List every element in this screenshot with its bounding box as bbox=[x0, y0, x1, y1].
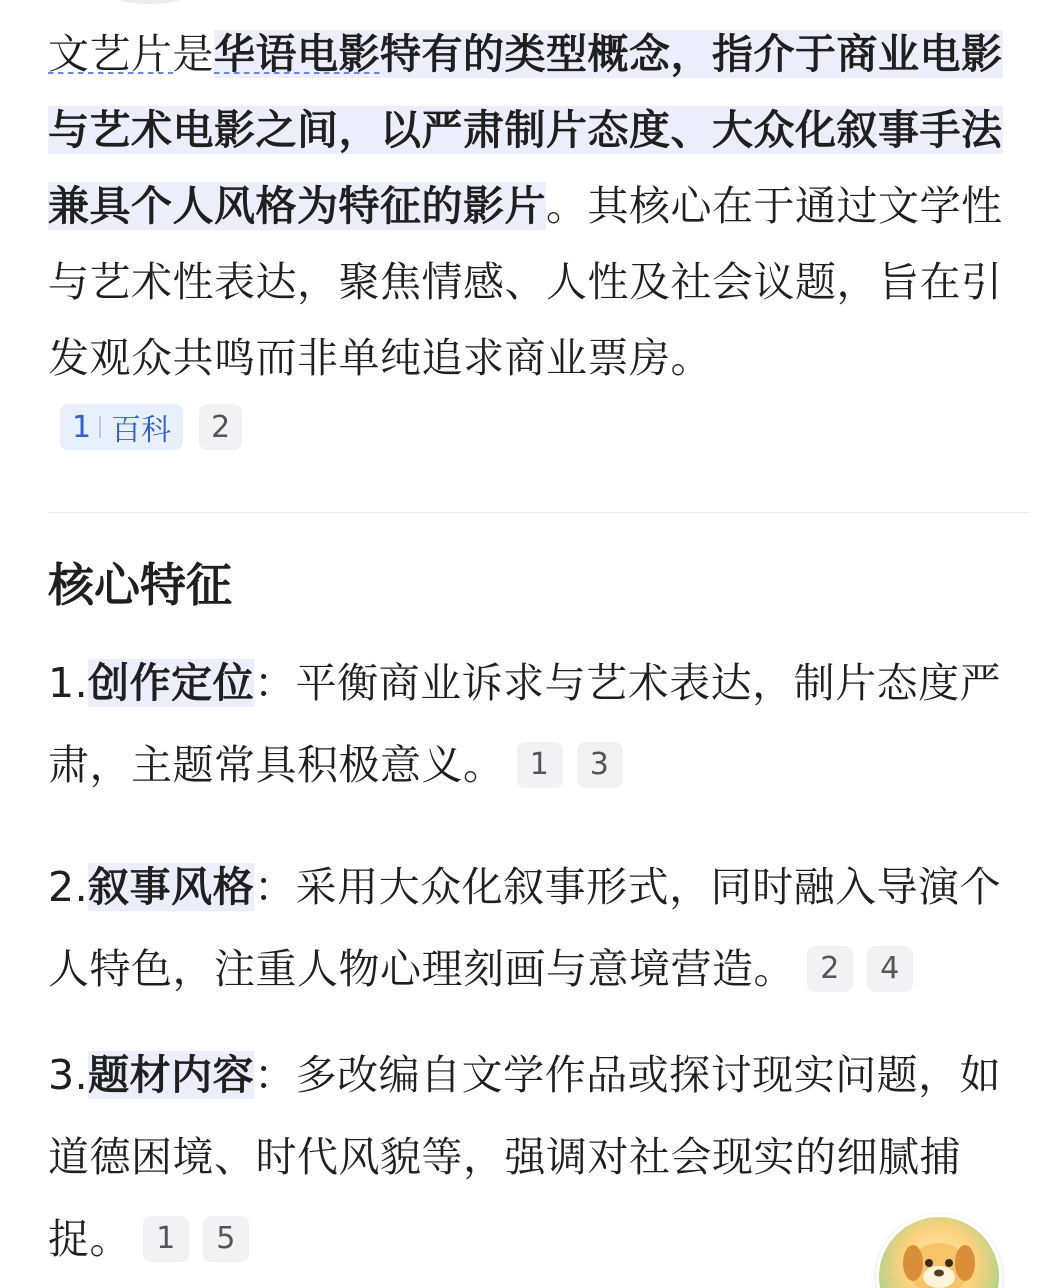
reference-chip[interactable]: 2 bbox=[807, 946, 853, 992]
reference-chip[interactable]: 1 bbox=[517, 742, 563, 788]
list-item-text: 平衡商业诉求与艺术表达，制片态度严肃，主题常具积极意义。 bbox=[48, 659, 1002, 789]
reference-number: 1 bbox=[72, 409, 92, 445]
list-item-term: 创作定位 bbox=[88, 659, 255, 707]
intro-connector: 是 bbox=[172, 30, 214, 78]
reference-chip[interactable]: 4 bbox=[867, 946, 913, 992]
chip-separator bbox=[99, 416, 101, 438]
answer-body bbox=[48, 16, 1018, 452]
intro-reference-row bbox=[48, 402, 1018, 452]
list-item-term: 叙事风格 bbox=[88, 863, 255, 911]
list-item-number: 2. bbox=[48, 863, 89, 911]
section-divider bbox=[48, 512, 1030, 513]
list-item-number: 3. bbox=[48, 1051, 89, 1099]
list-item bbox=[48, 846, 1023, 1010]
list-item bbox=[48, 1034, 1023, 1280]
reference-source-label: 百科 bbox=[111, 413, 172, 448]
reference-chip-2[interactable]: 2 bbox=[199, 404, 242, 450]
reference-chip[interactable]: 1 bbox=[143, 1216, 189, 1262]
intro-rest: 。其核心在于通过文学性与艺术性表达，聚焦情感、人性及社会议题，旨在引发观众共鸣而非单纯追求商业票房。 bbox=[48, 182, 1003, 382]
term-link-huayu-dianying[interactable]: 华语电影 bbox=[214, 30, 380, 78]
scroll-fade bbox=[120, 0, 180, 4]
list-item-colon: ： bbox=[254, 1051, 296, 1099]
term-link-wenyipian[interactable]: 文艺片 bbox=[48, 30, 173, 78]
list-item-term: 题材内容 bbox=[88, 1051, 255, 1099]
reference-chip-baike[interactable] bbox=[60, 404, 183, 450]
reference-chip[interactable]: 3 bbox=[577, 742, 623, 788]
list-item-text: 采用大众化叙事形式，同时融入导演个人特色，注重人物心理刻画与意境营造。 bbox=[48, 863, 1002, 993]
list-item bbox=[48, 642, 1023, 806]
list-item-colon: ： bbox=[254, 659, 296, 707]
list-item-number: 1. bbox=[48, 659, 89, 707]
intro-highlight: 特有的类型概念，指介于商业电影与艺术电影之间，以严肃制片态度、大众化叙事手法兼具个人风格为特征的影片 bbox=[48, 30, 1003, 230]
reference-chip[interactable]: 5 bbox=[203, 1216, 249, 1262]
list-item-text: 多改编自文学作品或探讨现实问题，如道德困境、时代风貌等，强调对社会现实的细腻捕捉。 bbox=[48, 1051, 1002, 1263]
section-title: 核心特征 bbox=[48, 558, 232, 612]
intro-paragraph bbox=[48, 16, 1018, 396]
list-item-colon: ： bbox=[254, 863, 296, 911]
